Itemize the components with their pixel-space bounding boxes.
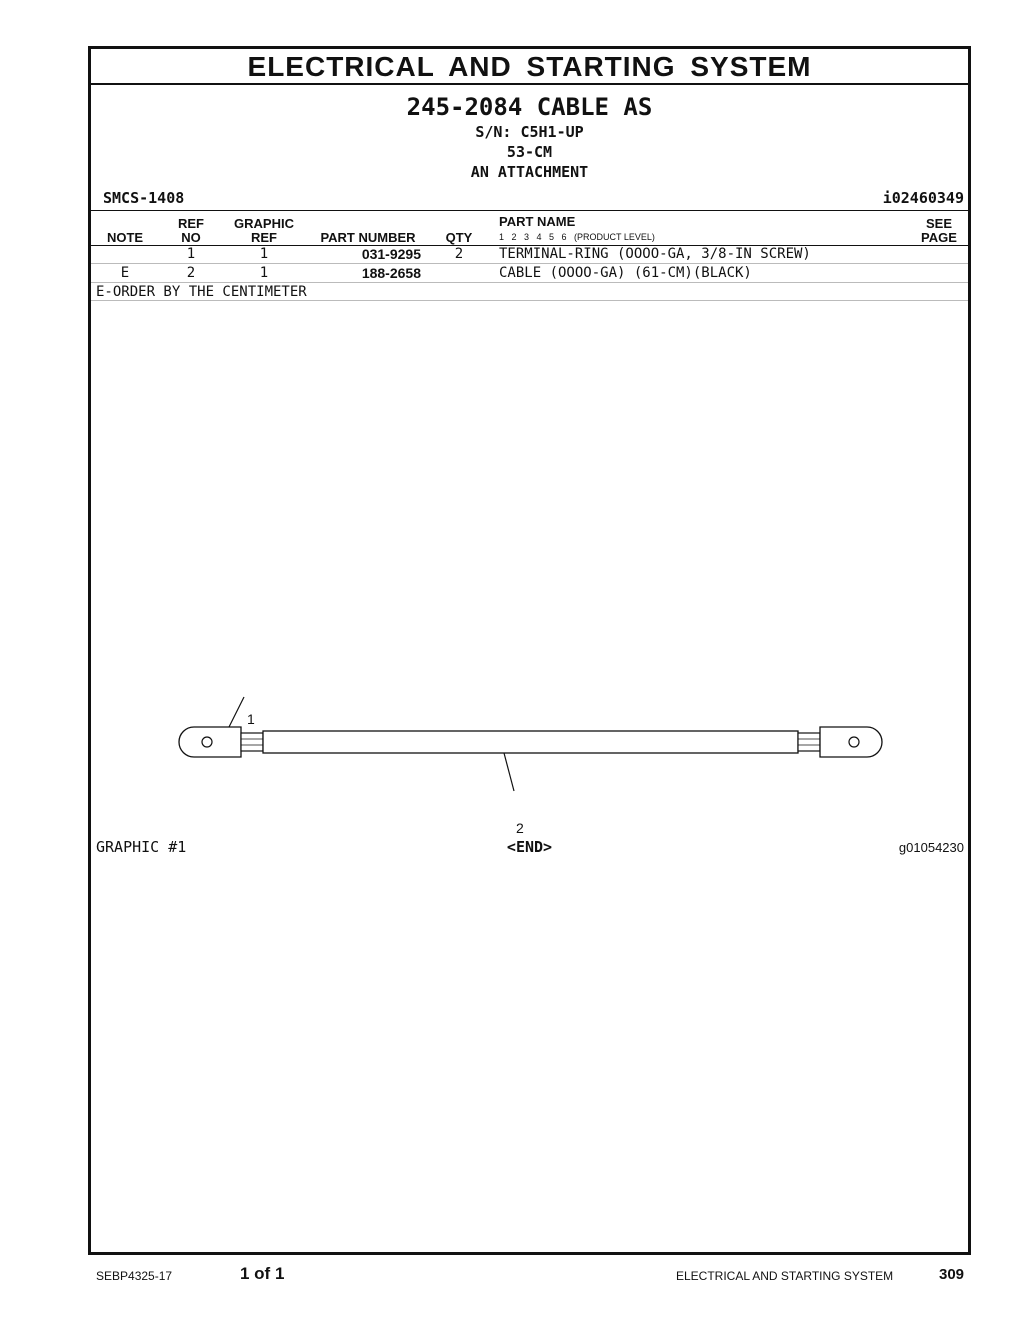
- end-marker: <END>: [506, 838, 553, 856]
- row-part-name: TERMINAL-RING (OOOO-GA, 3/8-IN SCREW): [499, 246, 811, 262]
- left-ring-terminal: [179, 727, 241, 757]
- graphic-id: g01054230: [898, 840, 964, 855]
- row-part-name: CABLE (OOOO-GA) (61-CM)(BLACK): [499, 265, 752, 281]
- page-frame: [88, 46, 971, 1255]
- row-note: E: [120, 265, 130, 281]
- cable-body: [263, 731, 798, 753]
- table-top-rule: [91, 210, 968, 211]
- col-ref-no-bottom: NO: [181, 230, 201, 245]
- product-level-scale: 1 2 3 4 5 6 (PRODUCT LEVEL): [499, 232, 655, 242]
- page-title: ELECTRICAL AND STARTING SYSTEM: [91, 49, 968, 85]
- info-id: i02460349: [882, 189, 964, 207]
- callout-1-leader: [229, 697, 244, 727]
- graphic-label: GRAPHIC #1: [96, 838, 187, 856]
- cable-illustration: [91, 689, 968, 809]
- footnote-divider: [91, 300, 968, 301]
- attachment-type: AN ATTACHMENT: [470, 163, 589, 181]
- col-part-number: PART NUMBER: [320, 230, 416, 245]
- col-see-page-bottom: PAGE: [921, 230, 957, 245]
- part-length: 53-CM: [506, 143, 553, 161]
- row-graphic-ref: 1: [259, 265, 269, 281]
- col-graphic-ref-top: GRAPHIC: [234, 216, 294, 231]
- row-qty: 2: [454, 246, 464, 262]
- row-part-number: 031-9295: [361, 246, 421, 262]
- row-ref-no: 2: [186, 265, 196, 281]
- col-part-name: PART NAME: [499, 214, 576, 229]
- callout-1-label: 1: [247, 711, 255, 727]
- callout-2-label: 2: [516, 820, 524, 836]
- col-note: NOTE: [106, 230, 144, 245]
- col-see-page-top: SEE: [925, 216, 952, 231]
- row-graphic-ref: 1: [259, 246, 269, 262]
- part-title: 245-2084 CABLE AS: [406, 93, 653, 121]
- row-part-number: 188-2658: [361, 265, 421, 281]
- row-ref-no: 1: [186, 246, 196, 262]
- col-qty: QTY: [445, 230, 473, 245]
- footer-section-title: ELECTRICAL AND STARTING SYSTEM: [676, 1269, 894, 1283]
- serial-number: S/N: C5H1-UP: [475, 123, 584, 141]
- document-number: SEBP4325-17: [96, 1269, 173, 1283]
- pagination: 1 of 1: [240, 1264, 285, 1283]
- callout-2-leader: [504, 753, 514, 791]
- page-number: 309: [939, 1266, 965, 1283]
- left-ferrule: [241, 733, 263, 751]
- right-ferrule: [798, 733, 820, 751]
- smcs-code: SMCS-1408: [103, 189, 185, 207]
- col-graphic-ref-bottom: REF: [251, 230, 277, 245]
- right-ring-terminal: [820, 727, 882, 757]
- footnote: E-ORDER BY THE CENTIMETER: [96, 284, 307, 300]
- col-ref-no-top: REF: [178, 216, 204, 231]
